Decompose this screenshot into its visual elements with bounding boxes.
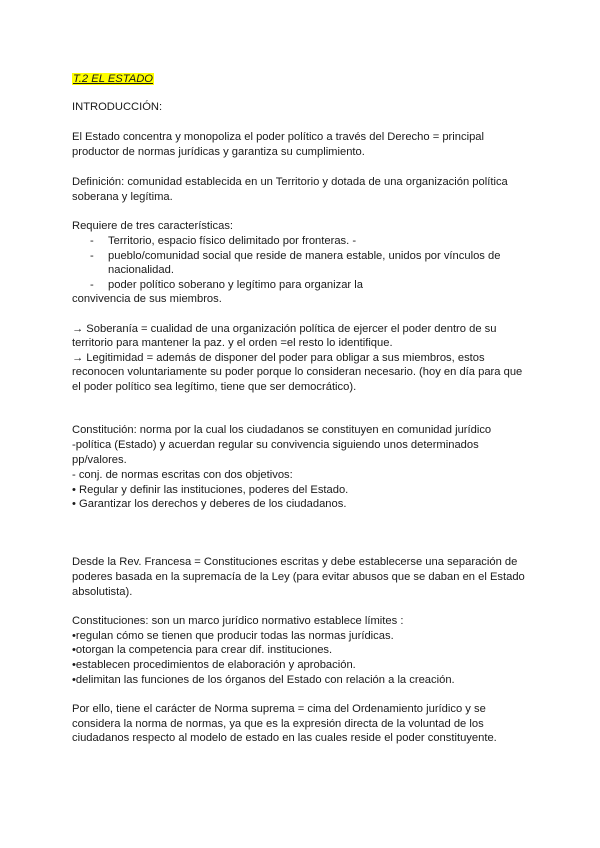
list-dash: - — [90, 279, 94, 291]
legitimacy-line: el poder político sea legítimo, tiene que ser democrático). — [72, 381, 357, 393]
intro-heading: INTRODUCCIÓN: — [72, 101, 163, 113]
supreme-norm-line: ciudadanos respecto al modelo de estado en las cuales reside el poder constituyente. — [72, 732, 497, 744]
revolution-line: poderes basada en la supremacía de la Ley (para evitar abusos que se daban en el Estado — [72, 571, 525, 583]
revolution-line: Desde la Rev. Francesa = Constituciones escritas y debe establecerse una separación de — [72, 556, 518, 568]
legitimacy-line: reconocen voluntariamente su poder porque lo consideran necesario. (hoy en día para que — [72, 366, 523, 378]
constitution-line: - conj. de normas escritas con dos objetivos: — [72, 469, 293, 481]
intro-paragraph-line: productor de normas jurídicas y garantiza su cumplimiento. — [72, 146, 365, 158]
supreme-norm-line: considera la norma de normas, ya que es la expresión directa de la voluntad de los — [72, 718, 484, 730]
constitution-line: pp/valores. — [72, 454, 127, 466]
requirement-item: poder político soberano y legítimo para organizar la — [108, 279, 363, 291]
list-dash: - — [90, 235, 94, 247]
requirement-item-cont: convivencia de sus miembros. — [72, 293, 222, 305]
requirement-item: Territorio, espacio físico delimitado por fronteras. - — [108, 235, 357, 247]
sovereignty-line: → Soberanía = cualidad de una organización política de ejercer el poder dentro de su — [72, 323, 497, 335]
legitimacy-line: → Legitimidad = además de disponer del poder para obligar a sus miembros, estos — [72, 352, 485, 364]
constitutions-bullet: •regulan cómo se tienen que producir todas las normas jurídicas. — [72, 630, 394, 642]
constitution-line: Constitución: norma por la cual los ciudadanos se constituyen en comunidad jurídico — [72, 424, 492, 436]
constitution-bullet: • Regular y definir las instituciones, poderes del Estado. — [72, 484, 349, 496]
sovereignty-line: territorio para mantener la paz. y el orden =el resto lo identifique. — [72, 337, 393, 349]
requirement-item-cont: nacionalidad. — [108, 264, 174, 276]
requirement-item: pueblo/comunidad social que reside de manera estable, unidos por vínculos de — [108, 250, 501, 262]
intro-paragraph-line: El Estado concentra y monopoliza el poder político a través del Derecho = principal — [72, 131, 484, 143]
requirements-heading: Requiere de tres características: — [72, 220, 234, 232]
constitution-bullet: • Garantizar los derechos y deberes de los ciudadanos. — [72, 498, 347, 510]
constitution-line: -política (Estado) y acuerdan regular su convivencia siguiendo unos determinados — [72, 439, 479, 451]
list-dash: - — [90, 250, 94, 262]
definition-line: Definición: comunidad establecida en un Territorio y dotada de una organización política — [72, 176, 508, 188]
revolution-line: absolutista). — [72, 586, 133, 598]
constitutions-bullet: •otorgan la competencia para crear dif. instituciones. — [72, 644, 333, 656]
document-title: T.2 EL ESTADO — [73, 73, 154, 85]
constitutions-bullet: •establecen procedimientos de elaboración y aprobación. — [72, 659, 356, 671]
supreme-norm-line: Por ello, tiene el carácter de Norma suprema = cima del Ordenamiento jurídico y se — [72, 703, 486, 715]
constitutions-bullet: •delimitan las funciones de los órganos del Estado con relación a la creación. — [72, 674, 455, 686]
definition-line: soberana y legítima. — [72, 191, 173, 203]
constitutions-heading: Constituciones: son un marco jurídico normativo establece límites : — [72, 615, 404, 627]
